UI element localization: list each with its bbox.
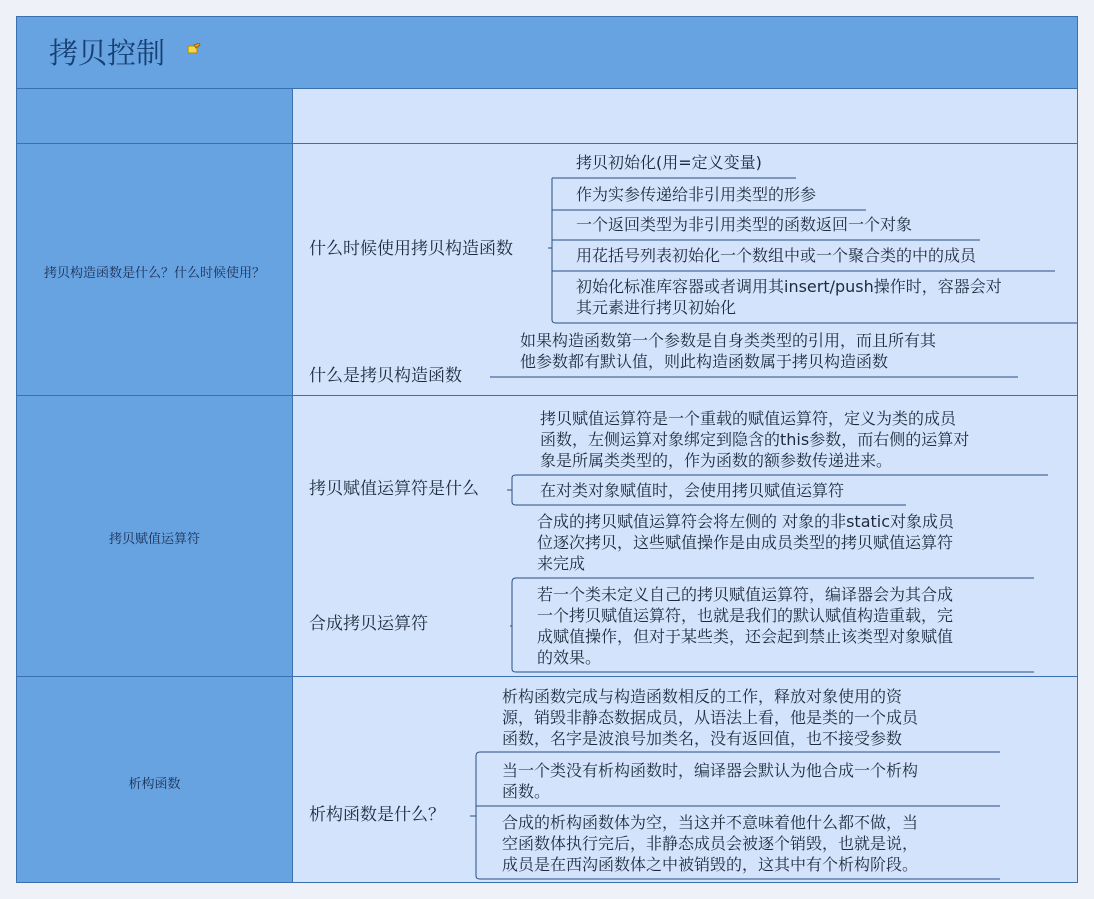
- list-item-line: 函数，左侧运算对象绑定到隐含的this参数，而右侧的运算对: [540, 430, 970, 449]
- list-item-line: 合成的拷贝赋值运算符会将左侧的 对象的非static对象成员: [537, 512, 955, 531]
- list-item-line: 拷贝赋值运算符是一个重载的赋值运算符，定义为类的成员: [540, 409, 957, 428]
- branch-what-is-destructor: 析构函数是什么？: [309, 805, 445, 825]
- branch-what-is-copy-constructor: 什么是拷贝构造函数: [309, 366, 462, 386]
- list-item: 用花括号列表初始化一个数组中或一个聚合类的中的成员: [576, 246, 977, 265]
- list-item-line: 空函数体执行完后，非静态成员会被逐个销毁，也就是说，: [502, 834, 919, 853]
- list-item-line: 其元素进行拷贝初始化: [576, 298, 737, 317]
- page-title: 拷贝控制: [49, 36, 166, 70]
- row-label: 拷贝构造函数是什么？什么时候使用？: [43, 266, 265, 281]
- list-item-line: 的效果。: [537, 648, 602, 667]
- list-item-line: 成赋值操作，但对于某些类，还会起到禁止该类型对象赋值: [537, 627, 954, 646]
- branch-what-is-copy-assignment: 拷贝赋值运算符是什么: [309, 479, 479, 499]
- list-item-line: 他参数都有默认值，则此构造函数属于拷贝构造函数: [520, 352, 889, 371]
- list-item-line: 合成的析构函数体为空，当这并不意味着他什么都不做，当: [502, 813, 919, 832]
- list-item-line: 当一个类没有析构函数时，编译器会默认为他合成一个析构: [502, 761, 919, 780]
- list-item-line: 若一个类未定义自己的拷贝赋值运算符，编译器会为其合成: [537, 585, 954, 604]
- list-item: 一个返回类型为非引用类型的函数返回一个对象: [576, 215, 913, 234]
- list-item-line: 象是所属类类型的，作为函数的额参数传递进来。: [540, 451, 893, 470]
- list-item-line: 来完成: [537, 554, 586, 573]
- branch-when-to-use-copy-constructor: 什么时候使用拷贝构造函数: [309, 239, 513, 259]
- list-item-line: 位逐次拷贝，这些赋值操作是由成员类型的拷贝赋值运算符: [537, 533, 954, 552]
- row-label: 拷贝赋值运算符: [108, 532, 200, 547]
- row-label: 析构函数: [128, 777, 181, 792]
- list-item: 拷贝初始化(用=定义变量): [576, 153, 762, 172]
- row-header-copy-constructor: [16, 143, 293, 396]
- list-item-line: 一个拷贝赋值运算符，也就是我们的默认赋值构造重载，完: [537, 606, 954, 625]
- list-item-line: 函数，名字是波浪号加类名，没有返回值，也不接受参数: [502, 729, 903, 748]
- list-item-line: 析构函数完成与构造函数相反的工作，释放对象使用的资: [502, 687, 903, 706]
- list-item: 作为实参传递给非引用类型的形参: [576, 185, 817, 204]
- empty-row-right: [292, 88, 1078, 144]
- row-header-destructor: [16, 676, 293, 883]
- list-item-line: 初始化标准库容器或者调用其insert/push操作时，容器会对: [576, 277, 1002, 296]
- empty-row-left: [16, 88, 293, 144]
- row-header-copy-assignment: [16, 395, 293, 677]
- header: [16, 16, 1078, 89]
- list-item: 在对类对象赋值时，会使用拷贝赋值运算符: [540, 481, 845, 500]
- branch-synthesized-copy-assignment: 合成拷贝运算符: [309, 614, 428, 634]
- list-item-line: 如果构造函数第一个参数是自身类类型的引用，而且所有其: [520, 331, 937, 350]
- list-item-line: 成员是在西沟函数体之中被销毁的，这其中有个析构阶段。: [502, 855, 919, 874]
- list-item-line: 函数。: [502, 782, 551, 801]
- list-item-line: 源，销毁非静态数据成员，从语法上看，他是类的一个成员: [502, 708, 919, 727]
- note-icon[interactable]: [187, 43, 201, 55]
